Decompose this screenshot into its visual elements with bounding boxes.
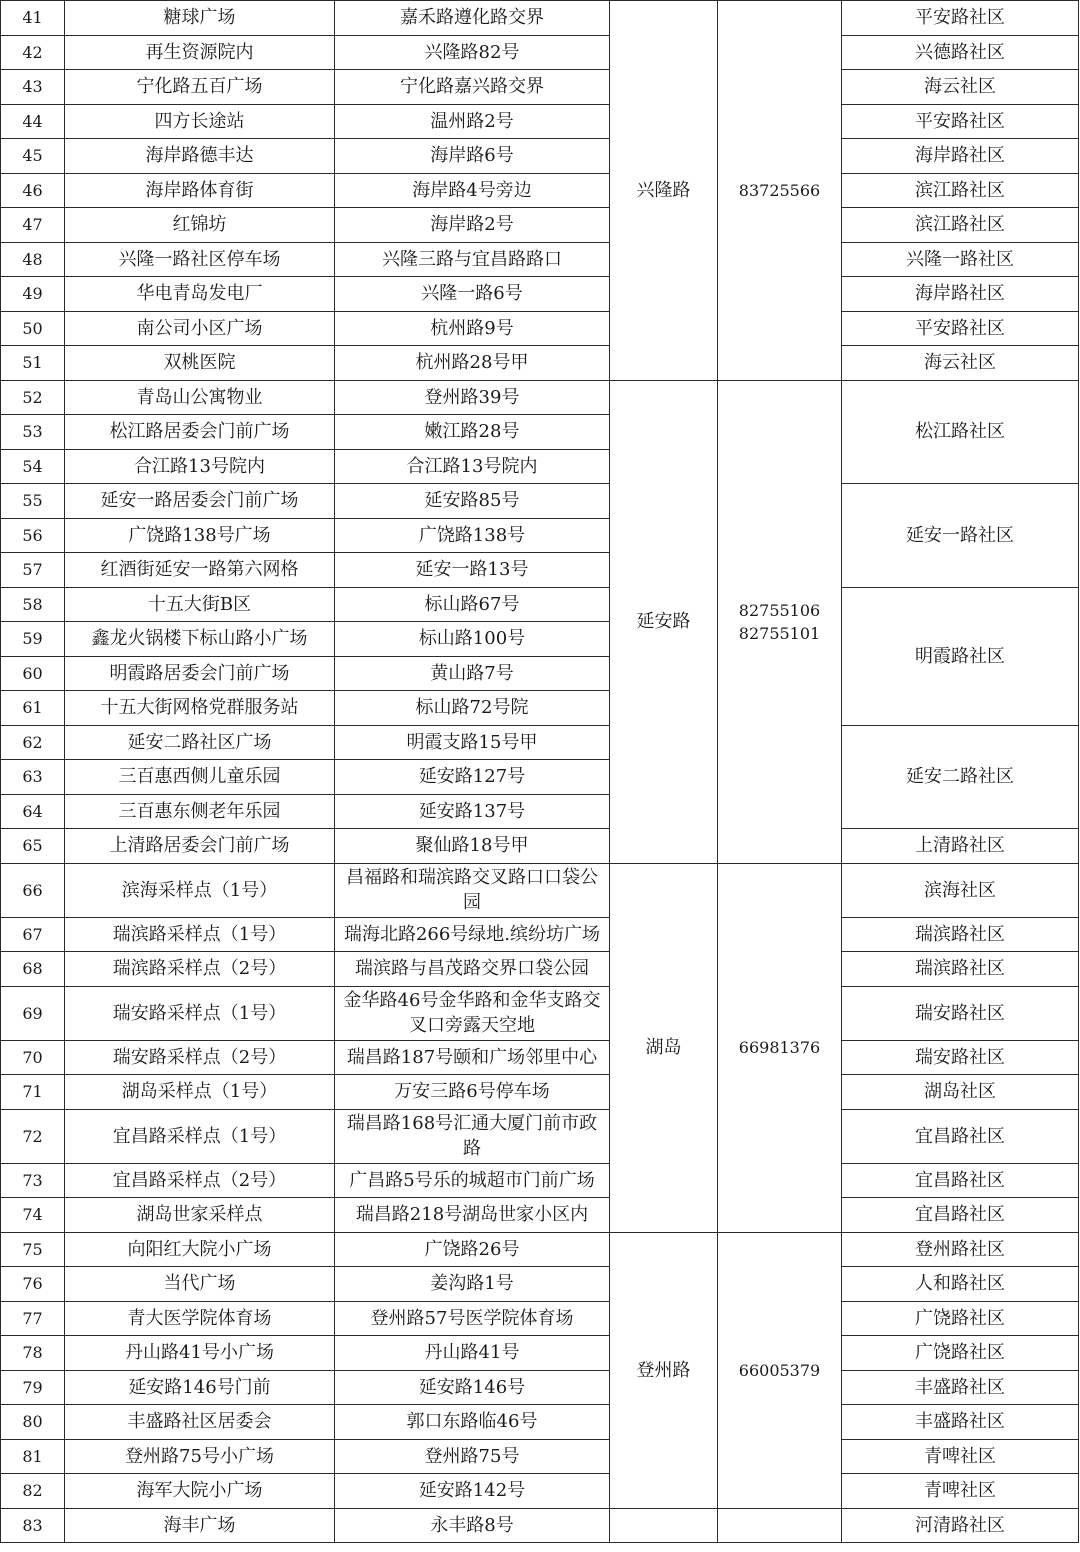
- site-address: 昌福路和瑞滨路交叉路口口袋公园: [335, 863, 610, 917]
- site-name: 宁化路五百广场: [65, 70, 335, 105]
- row-number: 69: [1, 986, 65, 1040]
- table-row: [1, 484, 1079, 519]
- table-row: [1, 986, 1079, 1040]
- site-name: 南公司小区广场: [65, 311, 335, 346]
- site-name: 四方长途站: [65, 104, 335, 139]
- site-name: 双桃医院: [65, 346, 335, 381]
- site-name: 红酒街延安一路第六网格: [65, 553, 335, 588]
- row-number: 58: [1, 587, 65, 622]
- site-address: 标山路72号院: [335, 691, 610, 726]
- row-number: 76: [1, 1267, 65, 1302]
- table-row: [1, 380, 1079, 415]
- site-address: 延安路137号: [335, 794, 610, 829]
- row-number: 43: [1, 70, 65, 105]
- row-number: 52: [1, 380, 65, 415]
- site-name: 糖球广场: [65, 1, 335, 36]
- community-name: 宜昌路社区: [842, 1163, 1079, 1198]
- site-name: 宜昌路采样点（1号）: [65, 1109, 335, 1163]
- table-body: [1, 1, 1079, 1543]
- site-name: 海军大院小广场: [65, 1474, 335, 1509]
- table-row: [1, 1370, 1079, 1405]
- table-row: [1, 1301, 1079, 1336]
- row-number: 51: [1, 346, 65, 381]
- table-row: [1, 139, 1079, 174]
- community-name: 海岸路社区: [842, 139, 1079, 174]
- row-number: 55: [1, 484, 65, 519]
- table-row: [1, 829, 1079, 864]
- community-name: 兴德路社区: [842, 35, 1079, 70]
- site-name: 再生资源院内: [65, 35, 335, 70]
- table-row: [1, 917, 1079, 952]
- row-number: 49: [1, 277, 65, 312]
- table-row: [1, 1075, 1079, 1110]
- community-name: 兴隆一路社区: [842, 242, 1079, 277]
- community-name: 丰盛路社区: [842, 1405, 1079, 1440]
- community-name: 广饶路社区: [842, 1336, 1079, 1371]
- street-name: 湖岛: [610, 863, 718, 1232]
- site-address: 兴隆一路6号: [335, 277, 610, 312]
- community-name: 瑞安路社区: [842, 1040, 1079, 1075]
- row-number: 60: [1, 656, 65, 691]
- site-name: 瑞滨路采样点（1号）: [65, 917, 335, 952]
- site-name: 延安二路社区广场: [65, 725, 335, 760]
- community-name: 瑞滨路社区: [842, 917, 1079, 952]
- row-number: 61: [1, 691, 65, 726]
- site-name: 瑞安路采样点（1号）: [65, 986, 335, 1040]
- site-address: 万安三路6号停车场: [335, 1075, 610, 1110]
- community-name: 松江路社区: [842, 380, 1079, 484]
- table-row: [1, 952, 1079, 987]
- row-number: 77: [1, 1301, 65, 1336]
- site-name: 延安一路居委会门前广场: [65, 484, 335, 519]
- community-name: 延安一路社区: [842, 484, 1079, 588]
- row-number: 56: [1, 518, 65, 553]
- street-name: 登州路: [610, 1232, 718, 1508]
- contact-phone: 83725566: [718, 1, 842, 381]
- row-number: 78: [1, 1336, 65, 1371]
- table-row: [1, 1439, 1079, 1474]
- site-address: 延安路127号: [335, 760, 610, 795]
- site-address: 合江路13号院内: [335, 449, 610, 484]
- table-row: [1, 277, 1079, 312]
- community-name: 滨江路社区: [842, 208, 1079, 243]
- site-address: 明霞支路15号甲: [335, 725, 610, 760]
- community-name: 青啤社区: [842, 1439, 1079, 1474]
- community-name: 平安路社区: [842, 104, 1079, 139]
- table-row: [1, 1109, 1079, 1163]
- row-number: 45: [1, 139, 65, 174]
- row-number: 73: [1, 1163, 65, 1198]
- site-name: 宜昌路采样点（2号）: [65, 1163, 335, 1198]
- site-name: 松江路居委会门前广场: [65, 415, 335, 450]
- site-name: 当代广场: [65, 1267, 335, 1302]
- row-number: 48: [1, 242, 65, 277]
- table-row: [1, 1163, 1079, 1198]
- site-address: 杭州路9号: [335, 311, 610, 346]
- table-row: [1, 1267, 1079, 1302]
- site-address: 瑞海北路266号绿地.缤纷坊广场: [335, 917, 610, 952]
- site-address: 登州路39号: [335, 380, 610, 415]
- community-name: 瑞滨路社区: [842, 952, 1079, 987]
- site-address: 瑞昌路168号汇通大厦门前市政路: [335, 1109, 610, 1163]
- row-number: 79: [1, 1370, 65, 1405]
- row-number: 65: [1, 829, 65, 864]
- site-address: 广昌路5号乐的城超市门前广场: [335, 1163, 610, 1198]
- street-name: [610, 1508, 718, 1543]
- site-address: 广饶路138号: [335, 518, 610, 553]
- site-name: 丰盛路社区居委会: [65, 1405, 335, 1440]
- site-name: 明霞路居委会门前广场: [65, 656, 335, 691]
- community-name: 河清路社区: [842, 1508, 1079, 1543]
- site-name: 青岛山公寓物业: [65, 380, 335, 415]
- table-row: [1, 1, 1079, 36]
- table-row: [1, 1474, 1079, 1509]
- site-address: 丹山路41号: [335, 1336, 610, 1371]
- site-name: 向阳红大院小广场: [65, 1232, 335, 1267]
- table-row: [1, 587, 1079, 622]
- row-number: 63: [1, 760, 65, 795]
- site-name: 丹山路41号小广场: [65, 1336, 335, 1371]
- site-address: 海岸路6号: [335, 139, 610, 174]
- site-address: 郭口东路临46号: [335, 1405, 610, 1440]
- community-name: 上清路社区: [842, 829, 1079, 864]
- row-number: 83: [1, 1508, 65, 1543]
- site-name: 鑫龙火锅楼下标山路小广场: [65, 622, 335, 657]
- site-address: 广饶路26号: [335, 1232, 610, 1267]
- table-row: [1, 1198, 1079, 1233]
- row-number: 41: [1, 1, 65, 36]
- site-address: 姜沟路1号: [335, 1267, 610, 1302]
- community-name: 瑞安路社区: [842, 986, 1079, 1040]
- site-address: 海岸路2号: [335, 208, 610, 243]
- community-name: 登州路社区: [842, 1232, 1079, 1267]
- row-number: 70: [1, 1040, 65, 1075]
- row-number: 81: [1, 1439, 65, 1474]
- table-row: [1, 242, 1079, 277]
- site-name: 兴隆一路社区停车场: [65, 242, 335, 277]
- site-address: 登州路57号医学院体育场: [335, 1301, 610, 1336]
- site-address: 黄山路7号: [335, 656, 610, 691]
- site-address: 兴隆三路与宜昌路路口: [335, 242, 610, 277]
- site-address: 杭州路28号甲: [335, 346, 610, 381]
- community-name: 海云社区: [842, 70, 1079, 105]
- row-number: 57: [1, 553, 65, 588]
- site-address: 瑞昌路218号湖岛世家小区内: [335, 1198, 610, 1233]
- site-name: 青大医学院体育场: [65, 1301, 335, 1336]
- site-name: 瑞滨路采样点（2号）: [65, 952, 335, 987]
- site-name: 延安路146号门前: [65, 1370, 335, 1405]
- row-number: 42: [1, 35, 65, 70]
- row-number: 82: [1, 1474, 65, 1509]
- contact-phone: 66005379: [718, 1232, 842, 1508]
- row-number: 50: [1, 311, 65, 346]
- site-address: 延安路85号: [335, 484, 610, 519]
- community-name: 平安路社区: [842, 1, 1079, 36]
- site-name: 十五大街B区: [65, 587, 335, 622]
- community-name: 宜昌路社区: [842, 1198, 1079, 1233]
- community-name: 丰盛路社区: [842, 1370, 1079, 1405]
- table-row: [1, 1232, 1079, 1267]
- site-address: 标山路67号: [335, 587, 610, 622]
- site-name: 合江路13号院内: [65, 449, 335, 484]
- table-row: [1, 1508, 1079, 1543]
- community-name: 人和路社区: [842, 1267, 1079, 1302]
- row-number: 46: [1, 173, 65, 208]
- site-address: 海岸路4号旁边: [335, 173, 610, 208]
- street-name: 兴隆路: [610, 1, 718, 381]
- community-name: 滨海社区: [842, 863, 1079, 917]
- site-name: 海丰广场: [65, 1508, 335, 1543]
- site-name: 湖岛采样点（1号）: [65, 1075, 335, 1110]
- site-address: 瑞滨路与昌茂路交界口袋公园: [335, 952, 610, 987]
- site-address: 延安路146号: [335, 1370, 610, 1405]
- community-name: 明霞路社区: [842, 587, 1079, 725]
- table-row: [1, 311, 1079, 346]
- community-name: 宜昌路社区: [842, 1109, 1079, 1163]
- site-address: 瑞昌路187号颐和广场邻里中心: [335, 1040, 610, 1075]
- site-address: 兴隆路82号: [335, 35, 610, 70]
- row-number: 62: [1, 725, 65, 760]
- row-number: 54: [1, 449, 65, 484]
- site-address: 金华路46号金华路和金华支路交叉口旁露天空地: [335, 986, 610, 1040]
- community-name: 延安二路社区: [842, 725, 1079, 829]
- row-number: 67: [1, 917, 65, 952]
- site-address: 宁化路嘉兴路交界: [335, 70, 610, 105]
- community-name: 青啤社区: [842, 1474, 1079, 1509]
- row-number: 71: [1, 1075, 65, 1110]
- site-name: 湖岛世家采样点: [65, 1198, 335, 1233]
- contact-phone: 82755106 82755101: [718, 380, 842, 863]
- table-row: [1, 1405, 1079, 1440]
- row-number: 68: [1, 952, 65, 987]
- street-name: 延安路: [610, 380, 718, 863]
- site-name: 海岸路体育街: [65, 173, 335, 208]
- community-name: 湖岛社区: [842, 1075, 1079, 1110]
- table-row: [1, 1336, 1079, 1371]
- row-number: 47: [1, 208, 65, 243]
- site-address: 聚仙路18号甲: [335, 829, 610, 864]
- community-name: 滨江路社区: [842, 173, 1079, 208]
- site-name: 滨海采样点（1号）: [65, 863, 335, 917]
- site-name: 华电青岛发电厂: [65, 277, 335, 312]
- site-address: 登州路75号: [335, 1439, 610, 1474]
- row-number: 59: [1, 622, 65, 657]
- table-row: [1, 1040, 1079, 1075]
- site-name: 海岸路德丰达: [65, 139, 335, 174]
- site-name: 上清路居委会门前广场: [65, 829, 335, 864]
- row-number: 75: [1, 1232, 65, 1267]
- site-address: 温州路2号: [335, 104, 610, 139]
- site-address: 嫩江路28号: [335, 415, 610, 450]
- table-row: [1, 173, 1079, 208]
- table-row: [1, 104, 1079, 139]
- community-name: 平安路社区: [842, 311, 1079, 346]
- row-number: 66: [1, 863, 65, 917]
- community-name: 海岸路社区: [842, 277, 1079, 312]
- table-row: [1, 346, 1079, 381]
- row-number: 44: [1, 104, 65, 139]
- row-number: 72: [1, 1109, 65, 1163]
- site-name: 十五大街网格党群服务站: [65, 691, 335, 726]
- site-address: 嘉禾路遵化路交界: [335, 1, 610, 36]
- site-name: 三百惠西侧儿童乐园: [65, 760, 335, 795]
- site-name: 广饶路138号广场: [65, 518, 335, 553]
- community-name: 海云社区: [842, 346, 1079, 381]
- table-row: [1, 208, 1079, 243]
- community-name: 广饶路社区: [842, 1301, 1079, 1336]
- site-name: 三百惠东侧老年乐园: [65, 794, 335, 829]
- site-address: 标山路100号: [335, 622, 610, 657]
- contact-phone: 66981376: [718, 863, 842, 1232]
- row-number: 64: [1, 794, 65, 829]
- site-address: 永丰路8号: [335, 1508, 610, 1543]
- row-number: 74: [1, 1198, 65, 1233]
- site-address: 延安路142号: [335, 1474, 610, 1509]
- site-name: 登州路75号小广场: [65, 1439, 335, 1474]
- site-name: 瑞安路采样点（2号）: [65, 1040, 335, 1075]
- table-row: [1, 725, 1079, 760]
- row-number: 80: [1, 1405, 65, 1440]
- contact-phone: [718, 1508, 842, 1543]
- site-name: 红锦坊: [65, 208, 335, 243]
- table-row: [1, 70, 1079, 105]
- table-row: [1, 35, 1079, 70]
- row-number: 53: [1, 415, 65, 450]
- table-row: [1, 863, 1079, 917]
- site-address: 延安一路13号: [335, 553, 610, 588]
